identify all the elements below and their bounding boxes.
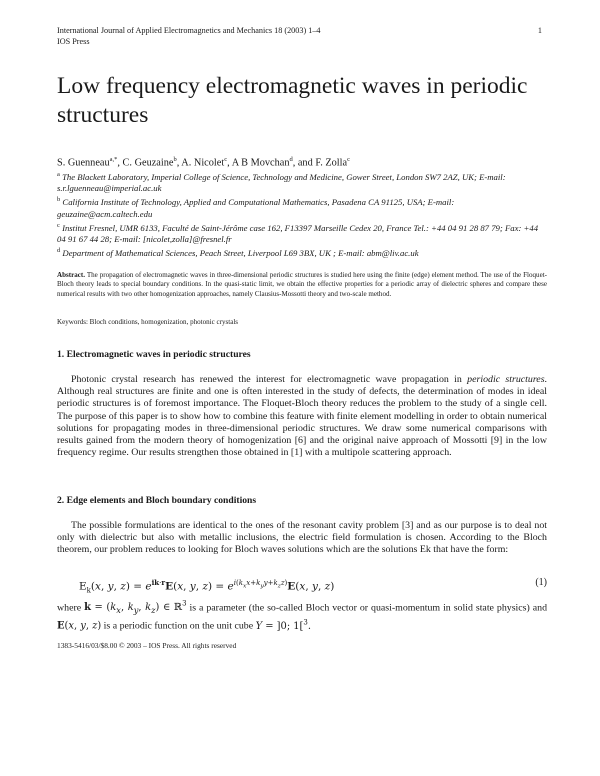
copyright-line: 1383-5416/03/$8.00 © 2003 – IOS Press. All rights reserved [57, 641, 237, 650]
section-heading: 1. Electromagnetic waves in periodic structures [57, 349, 251, 360]
text-run: where [57, 602, 85, 614]
page-number: 1 [537, 26, 542, 35]
author: A. Nicolet [181, 157, 225, 169]
affiliation-text: California Institute of Technology, Applied and Computational Mathematics, Pasadena CA 91125, USA; E-mail: geuzaine@acm.caltech.edu [57, 197, 455, 219]
affiliations [57, 169, 547, 260]
section-heading: 2. Edge elements and Bloch boundary conditions [57, 495, 257, 506]
affiliation-text: Institut Fresnel, UMR 6133, Faculté de Saint-Jérôme case 162, F13397 Marseille Cedex 20, France Tel.: +44 04 91 28 87 79; Fax: +44 04 91 67 44 28; E-mail: [nicolet,zolla]@fresnel.fr [57, 222, 539, 245]
abstract-text: The propagation of electromagnetic waves in three-dimensional periodic structures is studied here using the finite (edge) element method. The use of the Floquet-Bloch theory leads to special boundary conditions. In the quasi-static limit, we obtain the effective properties for a periodic array of dielectric spheres and compare these numerical results with two other homogenization approaches, namely Clausius-Mossotti theory and two-scale method. [57, 271, 547, 298]
author-mark: c [224, 156, 228, 163]
text-run: Photonic crystal research has renewed the interest for electromagnetic wave propagation in [71, 374, 468, 385]
affiliation-mark: b [57, 196, 61, 204]
author: S. Guenneau [57, 157, 110, 169]
affiliation [57, 245, 547, 259]
affiliation-text: The Blackett Laboratory, Imperial College of Science, Technology and Medicine, Gower Street, London SW7 2AZ, UK; E-mail: s.r.lguenneau@imperial.ac.uk [57, 171, 506, 194]
equation-number: (1) [535, 577, 547, 588]
publisher: IOS Press [57, 36, 90, 46]
author-mark: d [289, 156, 293, 163]
author-list: S. Guenneau$^{a,*}$, C. Geuzaine$^b$, A. Nicolet$^c$, A B Movchan$^d$, and F. Zolla$^c$ [57, 156, 350, 169]
abstract [57, 271, 547, 299]
author-mark: a,* [109, 156, 118, 163]
affiliation-mark: a [57, 171, 60, 178]
text-run: is a parameter (the so-called Bloch vector or quasi-momentum in solid state physics) and [186, 602, 548, 614]
paragraph [57, 374, 547, 459]
journal-header [57, 26, 527, 47]
math-inline: $k = (k_x$, $k_y$, $k_z$) ∈ ℝ$^3$ [84, 600, 187, 616]
author-mark: b [173, 156, 177, 163]
author-mark: c [347, 156, 350, 163]
text-run: . Although real structures are finite and one is often interested in the study of defects, the determination of modes in ideal periodic structures is of foremost importance. The Floquet-Bloch theory reduces the problem to the study of a single cell. The purpose of this paper is to show how to combine this feature with finite element modelling in order to obtain numerical solutions for propagating modes in three-dimensional periodic structures. We draw some numerical comparisons with results gained from the modern theory of homogenization [6] and the original naive approach of Mossotti [9] in the low frequency regime. Our results strengthen those obtained in [1] with a multipole scattering approach. [57, 374, 548, 459]
math-inline: E(x, y, z) [57, 620, 102, 632]
equation-glyphs: $E_k(x$, y, $z) = e^{ik\cdot r}E(x$, y, $z) = e^{i(k_xx+k_yy+k_zz)}E(x$, y, z) [79, 578, 335, 595]
emphasis: periodic structures [467, 374, 545, 385]
author: F. Zolla [315, 157, 348, 169]
affiliation [57, 220, 547, 245]
math-inline: Y = ]0; 1[$^3$. [255, 618, 312, 632]
affiliation [57, 169, 547, 194]
journal-line: International Journal of Applied Electromagnetics and Mechanics 18 (2003) 1–4 [57, 26, 321, 35]
paragraph [57, 598, 547, 633]
keywords: Keywords: Bloch conditions, homogenization, photonic crystals [57, 318, 239, 326]
affiliation [57, 194, 547, 219]
affiliation-mark: c [57, 221, 60, 229]
affiliation-mark: d [57, 247, 61, 255]
paragraph: The possible formulations are identical to the ones of the resonant cavity problem [3] and as our purpose is to deal not only with dielectric but also with metallic inclusions, the electric field formulation is chosen. According to the Bloch theorem, our problem reduces to looking for Bloch waves solutions which are the solutions Ek that have the form: [57, 520, 547, 556]
author: C. Geuzaine [122, 157, 174, 169]
author: A B Movchan [231, 157, 290, 169]
affiliation-text: Department of Mathematical Sciences, Peach Street, Liverpool L69 3BX, UK ; E-mail: abm@liv.ac.uk [62, 248, 419, 259]
abstract-label: Abstract. [57, 271, 85, 279]
text-run: is a periodic function on the unit cube [101, 620, 256, 632]
paper-title: Low frequency electromagnetic waves in periodic structures [57, 73, 528, 128]
